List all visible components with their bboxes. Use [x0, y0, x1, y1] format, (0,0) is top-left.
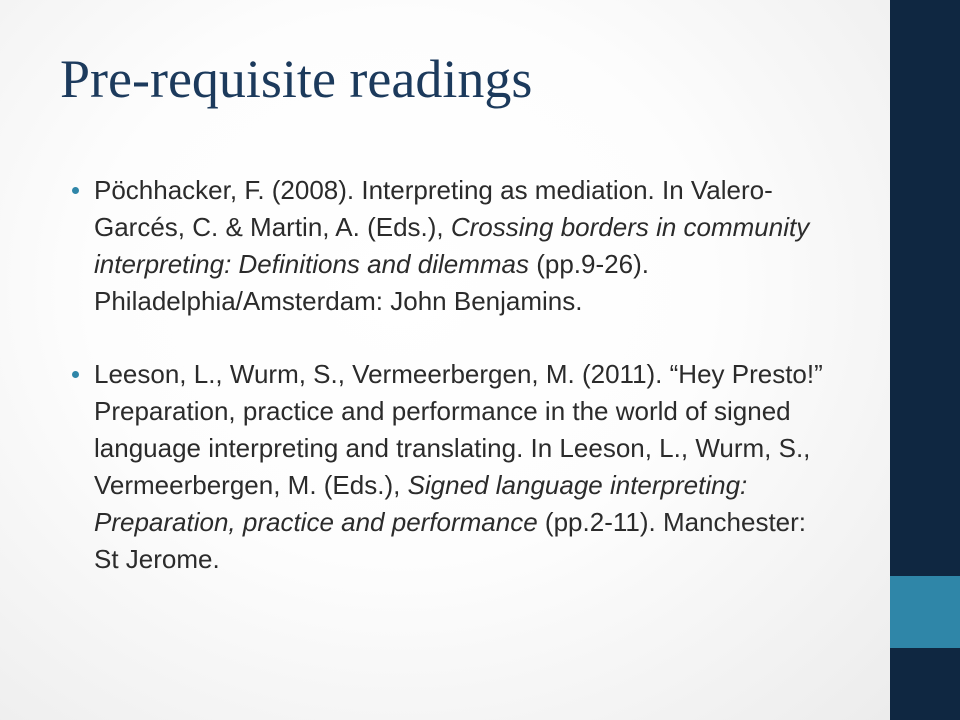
slide-title: Pre-requisite readings — [60, 49, 533, 109]
reference-text: Pöchhacker, F. (2008). Interpreting as mediation. In Valero-Garcés, C. & Martin, A. (Eds.), — [94, 175, 773, 242]
list-item — [72, 172, 832, 320]
bullet-list — [72, 172, 832, 578]
side-accent-block — [890, 576, 960, 648]
reference-text: Leeson, L., Wurm, S., Vermeerbergen, M. (2011). “Hey Presto!” Preparation, practice and performance in the world of signed language interpreting and translating. In Leeson, L., Wurm, S., Vermeerbergen, M. (Eds.), — [94, 359, 823, 500]
reference-text: (pp.9-26). Philadelphia/Amsterdam: John Benjamins. — [94, 249, 649, 316]
reference-title: Crossing borders in community interpreting: Definitions and dilemmas — [94, 212, 810, 279]
reference-text: (pp.2-11). Manchester: St Jerome. — [94, 507, 807, 574]
bullet-icon — [72, 187, 79, 194]
reference-title: Signed language interpreting: Preparation, practice and performance — [94, 470, 748, 537]
list-item — [72, 356, 832, 578]
bullet-icon — [72, 371, 79, 378]
